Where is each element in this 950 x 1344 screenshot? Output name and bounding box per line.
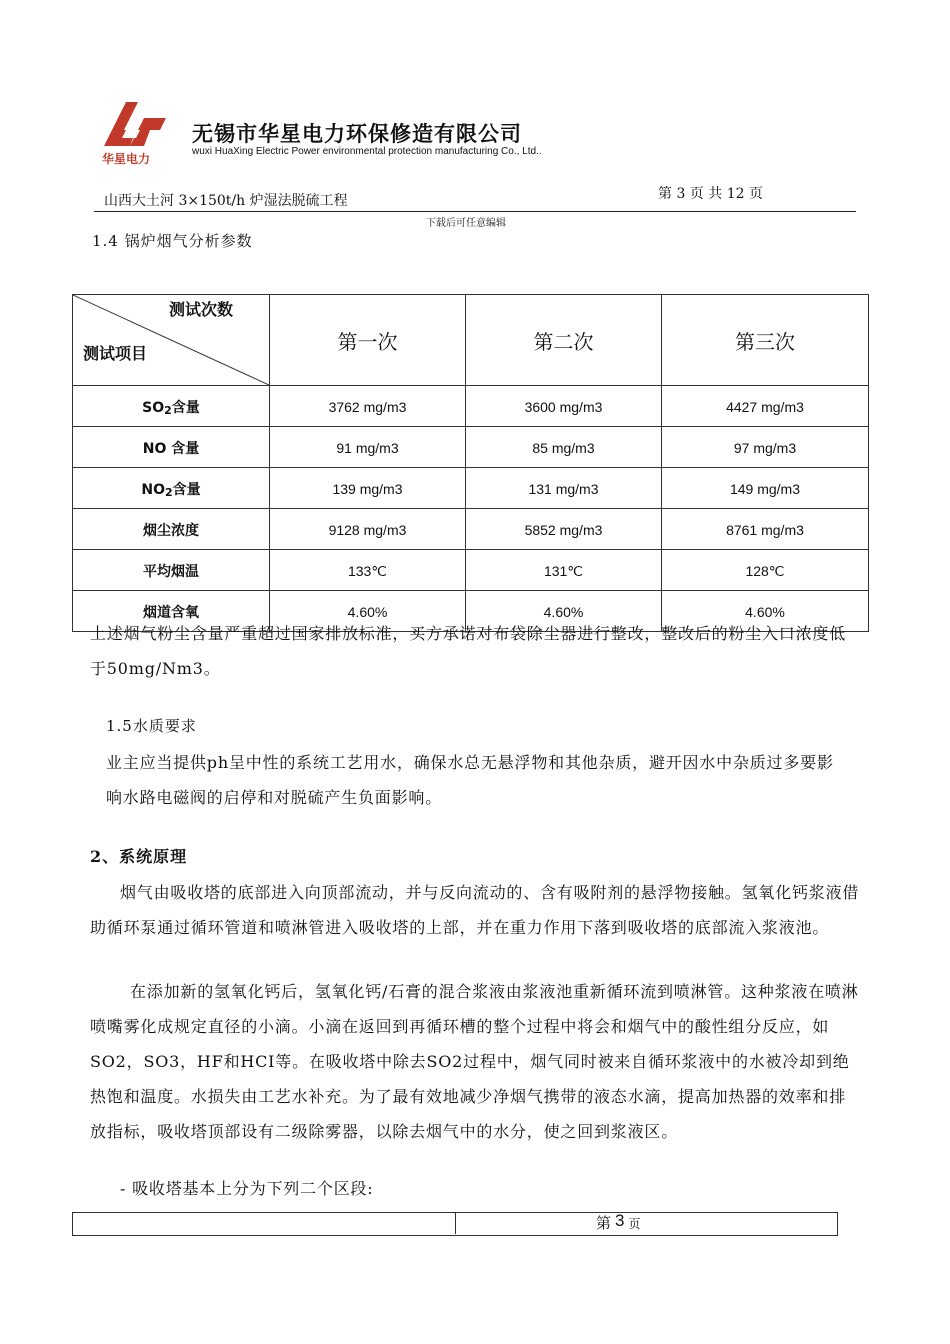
corner-label-test-count: 测试次数 xyxy=(169,300,234,319)
table-header-row xyxy=(73,295,869,386)
footer-page-number xyxy=(596,1212,641,1233)
row-label: 烟道含氧 xyxy=(73,591,270,632)
table-row-no2 xyxy=(73,468,869,509)
table-cell: 139 mg/m3 xyxy=(270,468,466,509)
table-row-so2 xyxy=(73,386,869,427)
table-cell: 131℃ xyxy=(466,550,662,591)
table-row-dust xyxy=(73,509,869,550)
table-cell: 4.60% xyxy=(270,591,466,632)
corner-label-test-item: 测试项目 xyxy=(83,344,148,363)
table-cell: 5852 mg/m3 xyxy=(466,509,662,550)
table-cell: 133℃ xyxy=(270,550,466,591)
bullet-absorber-sections: - 吸收塔基本上分为下列二个区段: xyxy=(120,1179,374,1198)
table-corner-cell xyxy=(73,295,270,386)
section-heading-1-5: 1.5水质要求 xyxy=(106,717,197,735)
table-cell: 97 mg/m3 xyxy=(662,427,869,468)
table-cell: 149 mg/m3 xyxy=(662,468,869,509)
row-label: $SO_2$含量 xyxy=(73,386,270,427)
paragraph-principle-1: 烟气由吸收塔的底部进入向顶部流动，并与反向流动的、含有吸附剂的悬浮物接触。氢氧化钙浆液借助循环泵通过循环管道和喷淋管进入吸收塔的上部，并在重力作用下落到吸收塔的底部流入浆液池。 xyxy=(90,883,860,937)
paragraph-principle-2: 在添加新的氢氧化钙后，氢氧化钙/石膏的混合浆液由浆液池重新循环流到喷淋管。这种浆液在喷淋喷嘴雾化成规定直径的小滴。小滴在返回到再循环槽的整个过程中将会和烟气中的酸性组分反应，如SO2，SO3，HF和HCI等。在吸收塔中除去SO2过程中，烟气同时被来自循环浆液中的水被冷却到绝热饱和温度。水损失由工艺水补充。为了最有效地减少净烟气携带的液态水滴，提高加热器的效率和排放指标，吸收塔顶部设有二级除雾器，以除去烟气中的水分，使之回到浆液区。 xyxy=(90,982,859,1141)
table-cell: 3762 mg/m3 xyxy=(270,386,466,427)
section-heading-2: 2、系统原理 xyxy=(90,847,188,866)
footer-page-value: 3 xyxy=(615,1211,625,1230)
table-cell: 131 mg/m3 xyxy=(466,468,662,509)
project-title: 山西大土河 3×150t/h 炉湿法脱硫工程 xyxy=(104,193,348,209)
header-divider xyxy=(94,211,856,212)
table-row-temperature xyxy=(73,550,869,591)
table-cell: 91 mg/m3 xyxy=(270,427,466,468)
flue-gas-parameter-table xyxy=(72,294,869,632)
row-label: 烟尘浓度 xyxy=(73,509,270,550)
column-header-3: 第三次 xyxy=(662,295,869,386)
table-row-no xyxy=(73,427,869,468)
table-cell: 85 mg/m3 xyxy=(466,427,662,468)
company-name-en: wuxi HuaXing Electric Power environmental protection manufacturing Co., Ltd.. xyxy=(192,146,542,157)
footer-divider xyxy=(455,1212,456,1234)
footer-page-suffix: 页 xyxy=(628,1217,641,1231)
paragraph-water-quality: 业主应当提供ph呈中性的系统工艺用水，确保水总无悬浮物和其他杂质，避开因水中杂质过多要影响水路电磁阀的启停和对脱硫产生负面影响。 xyxy=(106,753,834,807)
row-label: NO 含量 xyxy=(73,427,270,468)
table-cell: 4.60% xyxy=(662,591,869,632)
download-note: 下载后可任意编辑 xyxy=(426,218,506,229)
table-cell: 128℃ xyxy=(662,550,869,591)
company-logo xyxy=(100,100,168,172)
table-cell: 3600 mg/m3 xyxy=(466,386,662,427)
table-cell: 4427 mg/m3 xyxy=(662,386,869,427)
row-label: $NO_2$含量 xyxy=(73,468,270,509)
column-header-2: 第二次 xyxy=(466,295,662,386)
row-label: 平均烟温 xyxy=(73,550,270,591)
logo-text: 华星电力 xyxy=(102,152,151,166)
company-name-cn: 无锡市华星电力环保修造有限公司 xyxy=(192,122,522,146)
table-cell: 8761 mg/m3 xyxy=(662,509,869,550)
page-indicator: 第 3 页 共 12 页 xyxy=(658,186,763,202)
table-cell: 4.60% xyxy=(466,591,662,632)
footer-page-prefix: 第 xyxy=(596,1214,612,1232)
paragraph-dust-note: 上述烟气粉尘含量严重超过国家排放标准，买方承诺对布袋除尘器进行整改，整改后的粉尘入口浓度低于50mg/Nm3。 xyxy=(90,624,847,678)
section-heading-1-4: 1.4 锅炉烟气分析参数 xyxy=(92,232,253,250)
table-cell: 9128 mg/m3 xyxy=(270,509,466,550)
column-header-1: 第一次 xyxy=(270,295,466,386)
